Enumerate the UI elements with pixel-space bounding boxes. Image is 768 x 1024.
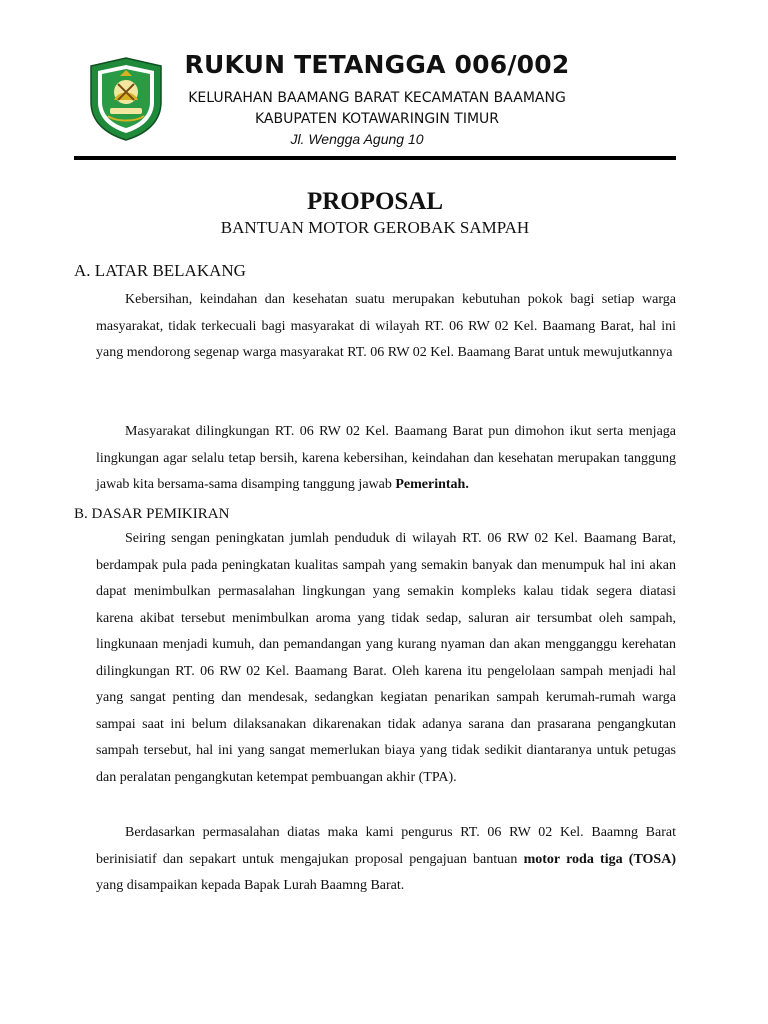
letterhead-subdistrict: KELURAHAN BAAMANG BARAT KECAMATAN BAAMANG [188, 90, 566, 106]
section-a-paragraph-2-text: Masyarakat dilingkungan RT. 06 RW 02 Kel. Baamang Barat pun dimohon ikut serta menjaga lingkungan agar selalu tetap bersih, karena kebersihan, keindahan dan kesehatan merupakan tanggung jawab kita bersama-sama disamping tanggung jawab [96, 424, 676, 492]
section-b-paragraph-2-text-2: yang disampaikan kepada Bapak Lurah Baamng Barat. [96, 878, 405, 893]
section-a-paragraph-2-bold: Pemerintah. [395, 477, 469, 492]
letterhead-title: RUKUN TETANGGA 006/002 [184, 50, 570, 79]
section-a-heading: A. LATAR BELAKANG [74, 261, 246, 280]
section-b-paragraph-1: Seiring sengan peningkatan jumlah penduduk di wilayah RT. 06 RW 02 Kel. Baamang Barat, berdampak pula pada peningkatan kualitas sampah yang semakin banyak dan menumpuk hal ini akan dapat menimbulkan permasalahan lingkungan yang semakin kompleks kalau tidak segera diatasi karena akibat tersebut menimbulkan aroma yang tidak sedap, saluran air tersumbat oleh sampah, lingkunaan menjadi kumuh, dan pemandangan yang kurang nyaman dan akan mengganggu kerehatan dilingkungan RT. 06 RW 02 Kel. Baamang Barat. Oleh karena itu pengelolaan sampah menjadi hal yang sangat penting dan mendesak, sedangkan kegiatan penarikan sampah kerumah-rumah warga sampai saat ini belum dilaksanakan dikarenakan tidak adanya sarana dan prasarana pengangkutan sampah tersebut, hal ini yang sangat memerlukan biaya yang tidak sedikit diantaranya untuk petugas dan peralatan pengangkutan ketempat pembuangan akhir (TPA). [96, 531, 676, 785]
section-b-heading: B. DASAR PEMIKIRAN [74, 506, 230, 522]
letterhead-divider [74, 156, 676, 160]
letterhead-address: Jl. Wengga Agung 10 [290, 131, 424, 147]
section-a-paragraph-1: Kebersihan, keindahan dan kesehatan suatu merupakan kebutuhan pokok bagi setiap warga masyarakat, tidak terkecuali bagi masyarakat di wilayah RT. 06 RW 02 Kel. Baamang Barat, hal ini yang mendorong segenap warga masyarakat RT. 06 RW 02 Kel. Baamang Barat untuk mewujutkannya [96, 292, 676, 360]
section-a-paragraph-2 [96, 419, 676, 499]
document-title: PROPOSAL [306, 188, 444, 215]
section-b-paragraph-2-text-1: Berdasarkan permasalahan diatas maka kami pengurus RT. 06 RW 02 Kel. Baamng Barat berinisiatif dan sepakart untuk mengajukan proposal pengajuan bantuan [96, 825, 676, 867]
letterhead-regency: KABUPATEN KOTAWARINGIN TIMUR [254, 111, 500, 127]
document-subtitle: BANTUAN MOTOR GEROBAK SAMPAH [220, 218, 530, 237]
section-b-paragraph-2-bold: motor roda tiga (TOSA) [523, 851, 676, 867]
section-b-paragraph-2 [96, 820, 676, 900]
